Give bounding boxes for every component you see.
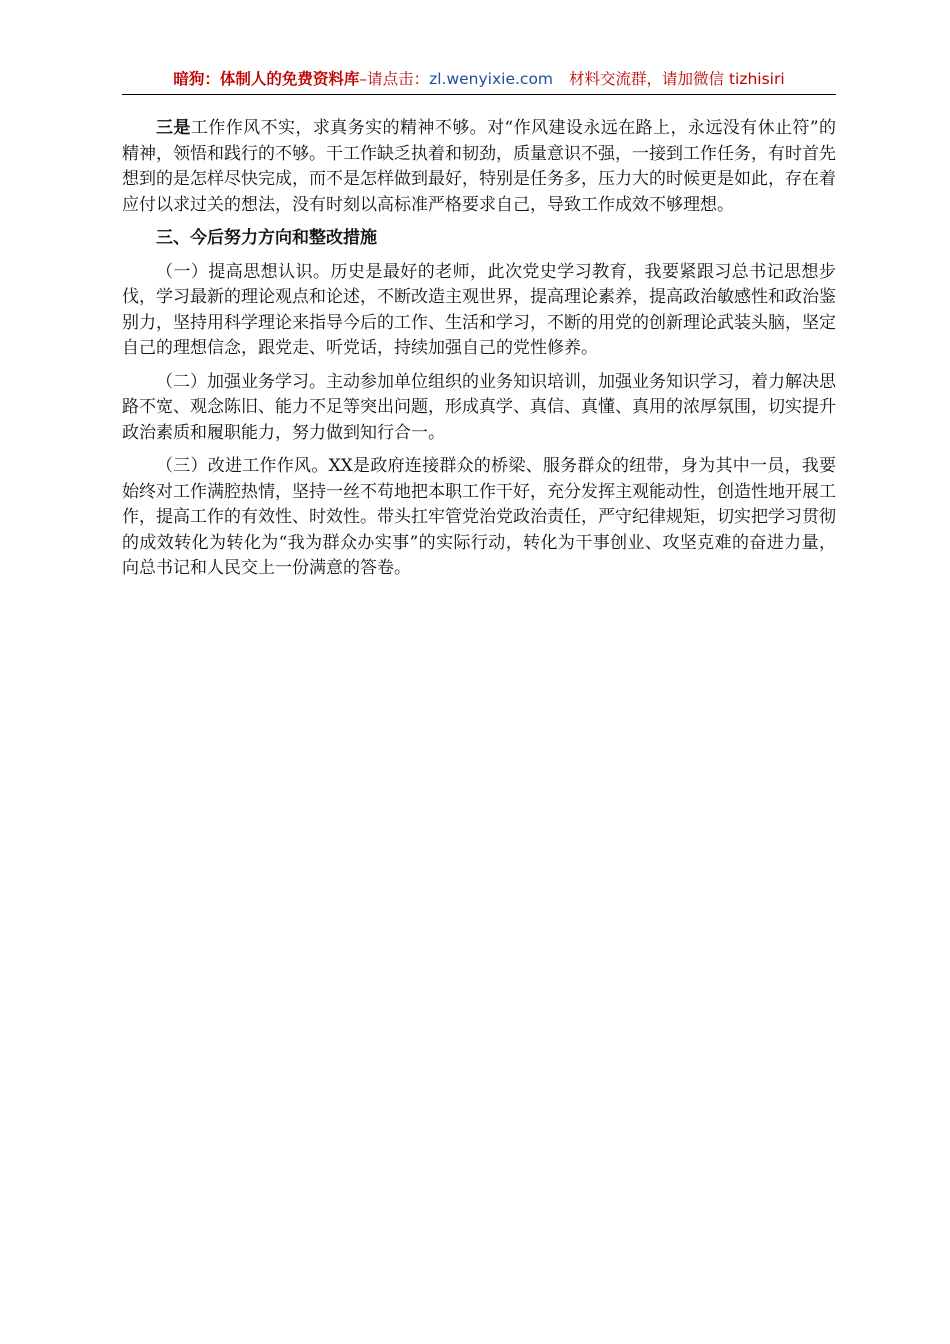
header-link[interactable]: zl.wenyixie.com: [429, 70, 554, 88]
section-heading: 三、今后努力方向和整改措施: [156, 228, 377, 248]
page-header: [122, 68, 836, 95]
header-prompt: –请点击：: [359, 70, 430, 88]
document-body: [122, 116, 836, 590]
paragraph-work-style: [122, 116, 836, 218]
paragraph-measure-2: （二）加强业务学习。主动参加单位组织的业务知识培训，加强业务知识学习，着力解决思路不宽、观念陈旧、能力不足等突出问题，形成真学、真信、真懂、真用的浓厚氛围，切实提升政治素质和履职能力，努力做到知行合一。: [122, 371, 836, 443]
paragraph-text: 工作作风不实，求真务实的精神不够。对“作风建设永远在路上，永远没有休止符”的精神，领悟和践行的不够。干工作缺乏执着和韧劲，质量意识不强，一接到工作任务，有时首先想到的是怎样尽快完成，而不是怎样做到最好，特别是任务多，压力大的时候更是如此，存在着应付以求过关的想法，没有时刻以高标准严格要求自己，导致工作成效不够理想。: [122, 118, 836, 215]
paragraph-measure-3: （三）改进工作作风。XX是政府连接群众的桥梁、服务群众的纽带，身为其中一员，我要始终对工作满腔热情，坚持一丝不苟地把本职工作干好，充分发挥主观能动性，创造性地开展工作，提高工作的有效性、时效性。带头扛牢管党治党政治责任，严守纪律规矩，切实把学习贯彻的成效转化为转化为“我为群众办实事”的实际行动，转化为干事创业、攻坚克难的奋进力量，向总书记和人民交上一份满意的答卷。: [122, 456, 836, 578]
paragraph-lead: 三是: [156, 118, 191, 138]
header-brand: 暗狗：体制人的免费资料库: [173, 70, 360, 88]
paragraph-measure-1: （一）提高思想认识。历史是最好的老师，此次党史学习教育，我要紧跟习总书记思想步伐，学习最新的理论观点和论述，不断改造主观世界，提高理论素养，提高政治敏感性和政治鉴别力，坚持用科学理论来指导今后的工作、生活和学习，不断的用党的创新理论武装头脑，坚定自己的理想信念，跟党走、听党话，持续加强自己的党性修养。: [122, 261, 836, 358]
header-group-info: 材料交流群，请加微信 tizhisiri: [569, 70, 785, 88]
